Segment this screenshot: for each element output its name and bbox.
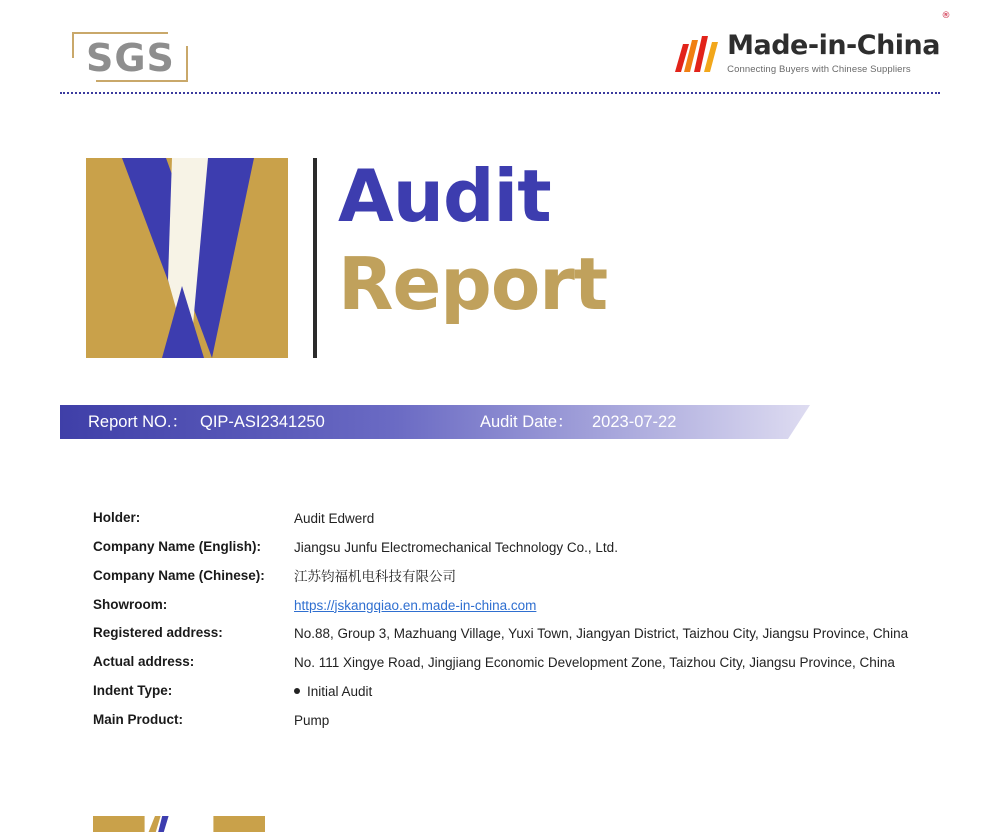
page-title-line-1: Audit (338, 154, 551, 238)
info-value-company-name-english: Jiangsu Junfu Electromechanical Technology Co., Ltd. (294, 539, 618, 555)
audit-date-value: 2023-07-22 (592, 413, 677, 431)
info-value-actual-address: No. 111 Xingye Road, Jingjiang Economic Development Zone, Taizhou City, Jiangsu Province, China (294, 655, 895, 671)
sgs-frame-left (72, 32, 74, 58)
info-row-company-name-english (93, 537, 923, 559)
indent-type-text: Initial Audit (307, 684, 373, 700)
info-value-main-product: Pump (294, 713, 330, 729)
made-in-china-logo (675, 11, 950, 84)
info-row-actual-address (93, 652, 923, 674)
sgs-frame-bottom (96, 80, 188, 82)
sgs-logo-text: SGS (86, 36, 175, 80)
report-no-label: Report NO.： (88, 413, 188, 431)
info-label-holder: Holder: (93, 510, 141, 525)
header-divider (60, 92, 940, 94)
sgs-logo (72, 30, 192, 86)
report-banner (60, 405, 810, 439)
info-row-company-name-chinese (93, 566, 923, 588)
title-divider (313, 158, 317, 358)
info-value-indent-type (294, 681, 923, 703)
info-row-main-product (93, 710, 923, 732)
info-label-main-product: Main Product: (93, 712, 183, 728)
info-label-indent-type: Indent Type: (93, 683, 173, 699)
audit-date-label: Audit Date： (480, 413, 574, 431)
report-no-value: QIP-ASI2341250 (200, 413, 325, 431)
info-row-holder (93, 508, 923, 530)
info-value-company-name-chinese: 江苏钧福机电科技有限公司 (294, 568, 456, 584)
audit-logo-svg (86, 158, 288, 358)
next-section-clipped-svg (93, 816, 265, 832)
sgs-frame-right (186, 46, 188, 82)
company-info-table (93, 508, 923, 739)
info-value-holder: Audit Edwerd (294, 511, 375, 526)
next-section-clipped-graphic (93, 816, 265, 832)
info-value-registered-address: No.88, Group 3, Mazhuang Village, Yuxi Town, Jiangyan District, Taizhou City, Jiangsu Province, China (294, 626, 909, 642)
bullet-icon (294, 688, 300, 694)
info-row-registered-address (93, 623, 923, 645)
page-title-line-2: Report (338, 242, 608, 326)
made-in-china-tagline: Connecting Buyers with Chinese Suppliers (727, 64, 911, 75)
audit-logo-graphic (86, 158, 288, 358)
info-label-registered-address: Registered address: (93, 625, 223, 641)
made-in-china-textblock (727, 11, 950, 75)
made-in-china-title (727, 11, 950, 61)
info-row-showroom (93, 595, 923, 617)
made-in-china-mark-icon (675, 36, 719, 72)
info-label-showroom: Showroom: (93, 596, 168, 612)
registered-mark-icon: ® (941, 11, 950, 21)
info-label-company-name-english: Company Name (English): (93, 538, 262, 554)
info-row-indent-type (93, 681, 923, 703)
document-header (60, 11, 950, 94)
showroom-link[interactable]: https://jskangqiao.en.made-in-china.com (294, 597, 537, 613)
info-label-actual-address: Actual address: (93, 654, 195, 670)
made-in-china-title-text: Made-in-China (727, 30, 940, 61)
sgs-frame-top (72, 32, 168, 34)
info-label-company-name-chinese: Company Name (Chinese): (93, 567, 265, 583)
